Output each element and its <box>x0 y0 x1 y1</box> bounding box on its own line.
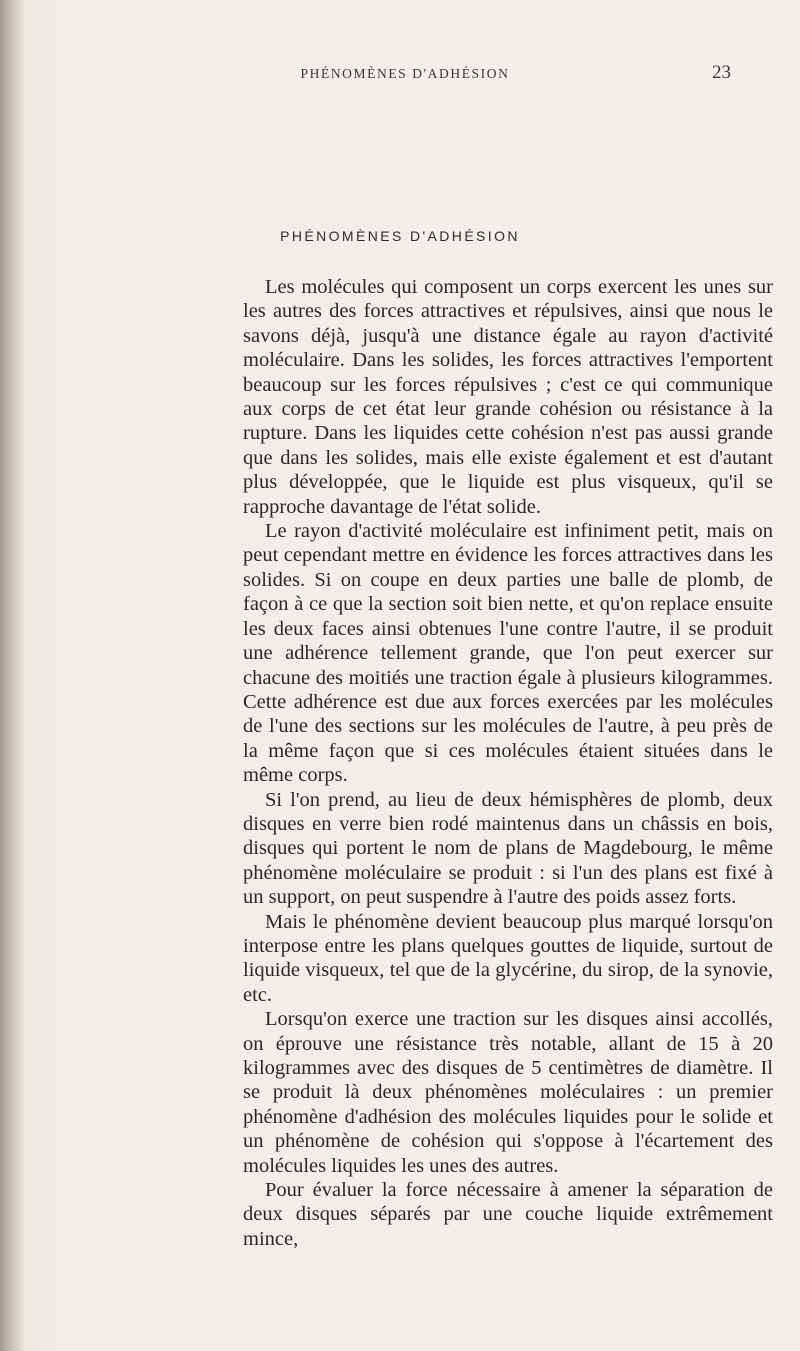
body-text <box>243 275 773 1251</box>
paragraph: Mais le phénomène devient beaucoup plus marqué lorsqu'on interpose entre les plans quelques gouttes de liquide, surtout de liquide visqueux, tel que de la glycérine, du sirop, de la synovie, etc. <box>243 910 773 1006</box>
paragraph: Les molécules qui composent un corps exercent les unes sur les autres des forces attractives et répulsives, ainsi que nous le savons déjà, jusqu'à une distance égale au rayon d'activité moléculaire. Dans les solides, les forces attractives l'emportent beaucoup sur les forces répulsives ; c'est ce qui communique aux corps de cet état leur grande cohésion ou résistance à la rupture. Dans les liquides cette cohésion n'est pas aussi grande que dans les solides, mais elle existe également et est d'autant plus développée, que le liquide est plus visqueux, qu'il se rapproche davantage de l'état solide. <box>243 276 773 518</box>
binding-edge <box>0 0 22 1351</box>
paragraph: Si l'on prend, au lieu de deux hémisphères de plomb, deux disques en verre bien rodé maintenus dans un châssis en bois, disques qui portent le nom de plans de Magdebourg, le même phénomène moléculaire se produit : si l'un des plans est fixé à un support, on peut suspendre à l'autre des poids assez forts. <box>243 788 773 909</box>
paragraph: Pour évaluer la force nécessaire à amener la séparation de deux disques séparés par une couche liquide extrêmement mince, <box>243 1179 773 1250</box>
paragraph: Le rayon d'activité moléculaire est infiniment petit, mais on peut cependant mettre en évidence les forces attractives dans les solides. Si on coupe en deux parties une balle de plomb, de façon à ce que la section soit bien nette, et qu'on replace ensuite les deux faces ainsi obtenues l'une contre l'autre, il se produit une adhérence tellement grande, que l'on peut exercer sur chacune des moitiés une traction égale à plusieurs kilogrammes. Cette adhérence est due aux forces exercées par les molécules de l'une des sections sur les molécules de l'autre, à peu près de la même façon que si ces molécules étaient situées dans le même corps. <box>243 520 773 787</box>
section-heading: PHÉNOMÈNES D'ADHÉSION <box>280 228 520 244</box>
running-head <box>0 62 800 92</box>
page-number: 23 <box>712 62 731 83</box>
paragraph: Lorsqu'on exerce une traction sur les disques ainsi accollés, on éprouve une résistance très notable, allant de 15 à 20 kilogrammes avec des disques de 5 centimètres de diamètre. Il se produit là deux phénomènes moléculaires : un premier phénomène d'adhésion des molécules liquides pour le solide et un phénomène de cohésion qui s'oppose à l'écartement des molécules liquides les unes des autres. <box>243 1008 773 1177</box>
running-title: PHÉNOMÈNES D'ADHÉSION <box>300 66 510 81</box>
